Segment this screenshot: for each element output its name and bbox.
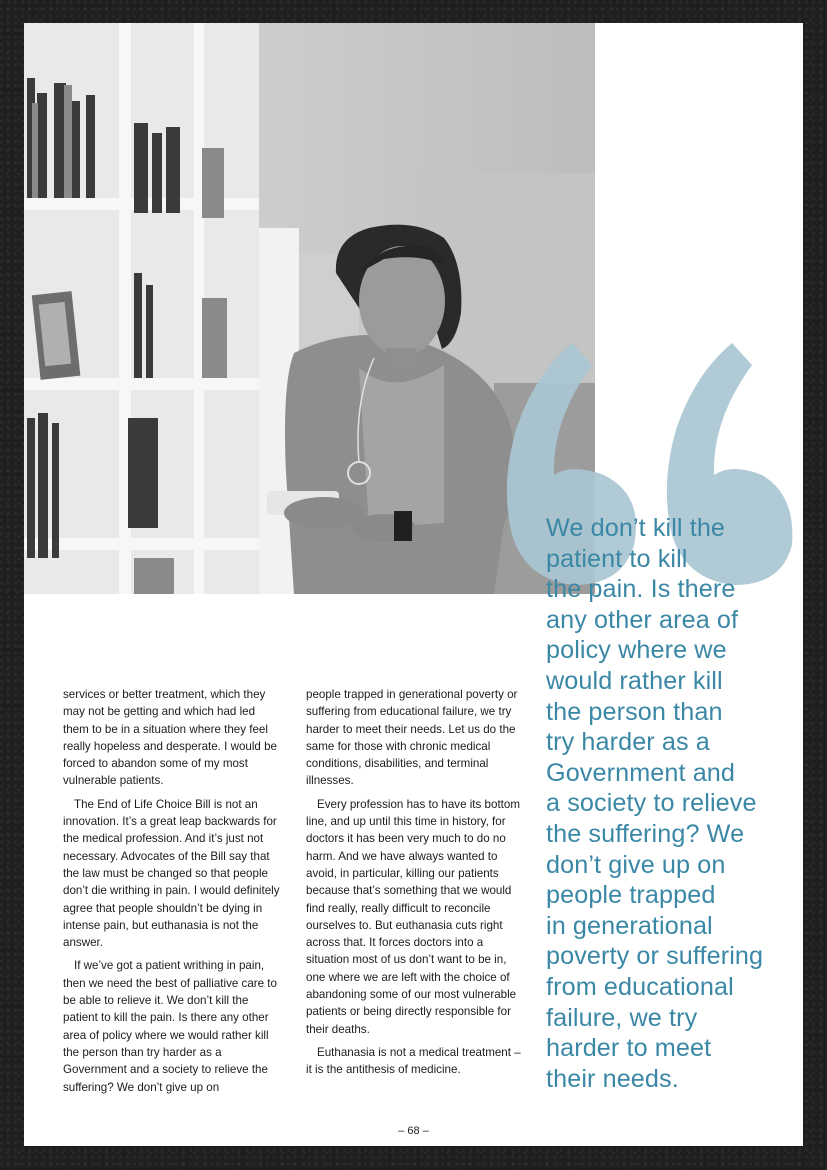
paragraph: services or better treatment, which they may not be getting and which had led them to be in a situation where they feel really hopeless and desperate. I would be forced to abandon some of my most vulnerable patients. — [63, 688, 277, 788]
paragraph: If we’ve got a patient writhing in pain, then we need the best of palliative care to be able to relieve it. We don’t kill the patient to kill the pain. Is there any other area of policy where we would rather kill the person than try harder as a Government and a society to relieve the suffering? We don’t give up on — [63, 959, 277, 1094]
pull-quote: We don’t kill the patient to kill the pain. Is there any other area of policy where we would rather kill the person than try harder as a Government and a society to relieve the suffering? We don’t give up on people trapped in generational poverty or suffering from educational failure, we try harder to meet their needs. — [546, 514, 764, 1093]
paragraph: Every profession has to have its bottom line, and up until this time in history, for doctors it has been very much to do no harm. And we have always wanted to avoid, in particular, killing our patients because that’s something that we would find really, really difficult to reconcile ourselves to. But euthanasia cuts right across that. It forces doctors into a situation most of us don’t want to be in, one where we are left with the choice of abandoning some of our most vulnerable patients or being directly responsible for their deaths. — [306, 797, 520, 1036]
page-number: – 68 – — [398, 1125, 429, 1137]
body-column-2 — [306, 686, 524, 1085]
body-column-1 — [63, 686, 281, 1102]
magazine-page — [24, 23, 803, 1146]
paragraph: Euthanasia is not a medical treatment – it is the antithesis of medicine. — [306, 1045, 521, 1077]
paragraph: people trapped in generational poverty or suffering from educational failure, we try harder to meet their needs. Let us do the same for those with chronic medical conditions, disabilities, and terminal illnesses. — [306, 688, 518, 788]
paragraph: The End of Life Choice Bill is not an innovation. It’s a great leap backwards for the medical profession. And it’s just not necessary. Advocates of the Bill say that the law must be changed so that people don’t die writhing in pain. I would definitely agree that people shouldn’t be dying in intense pain, but euthanasia is not the answer. — [63, 797, 280, 950]
